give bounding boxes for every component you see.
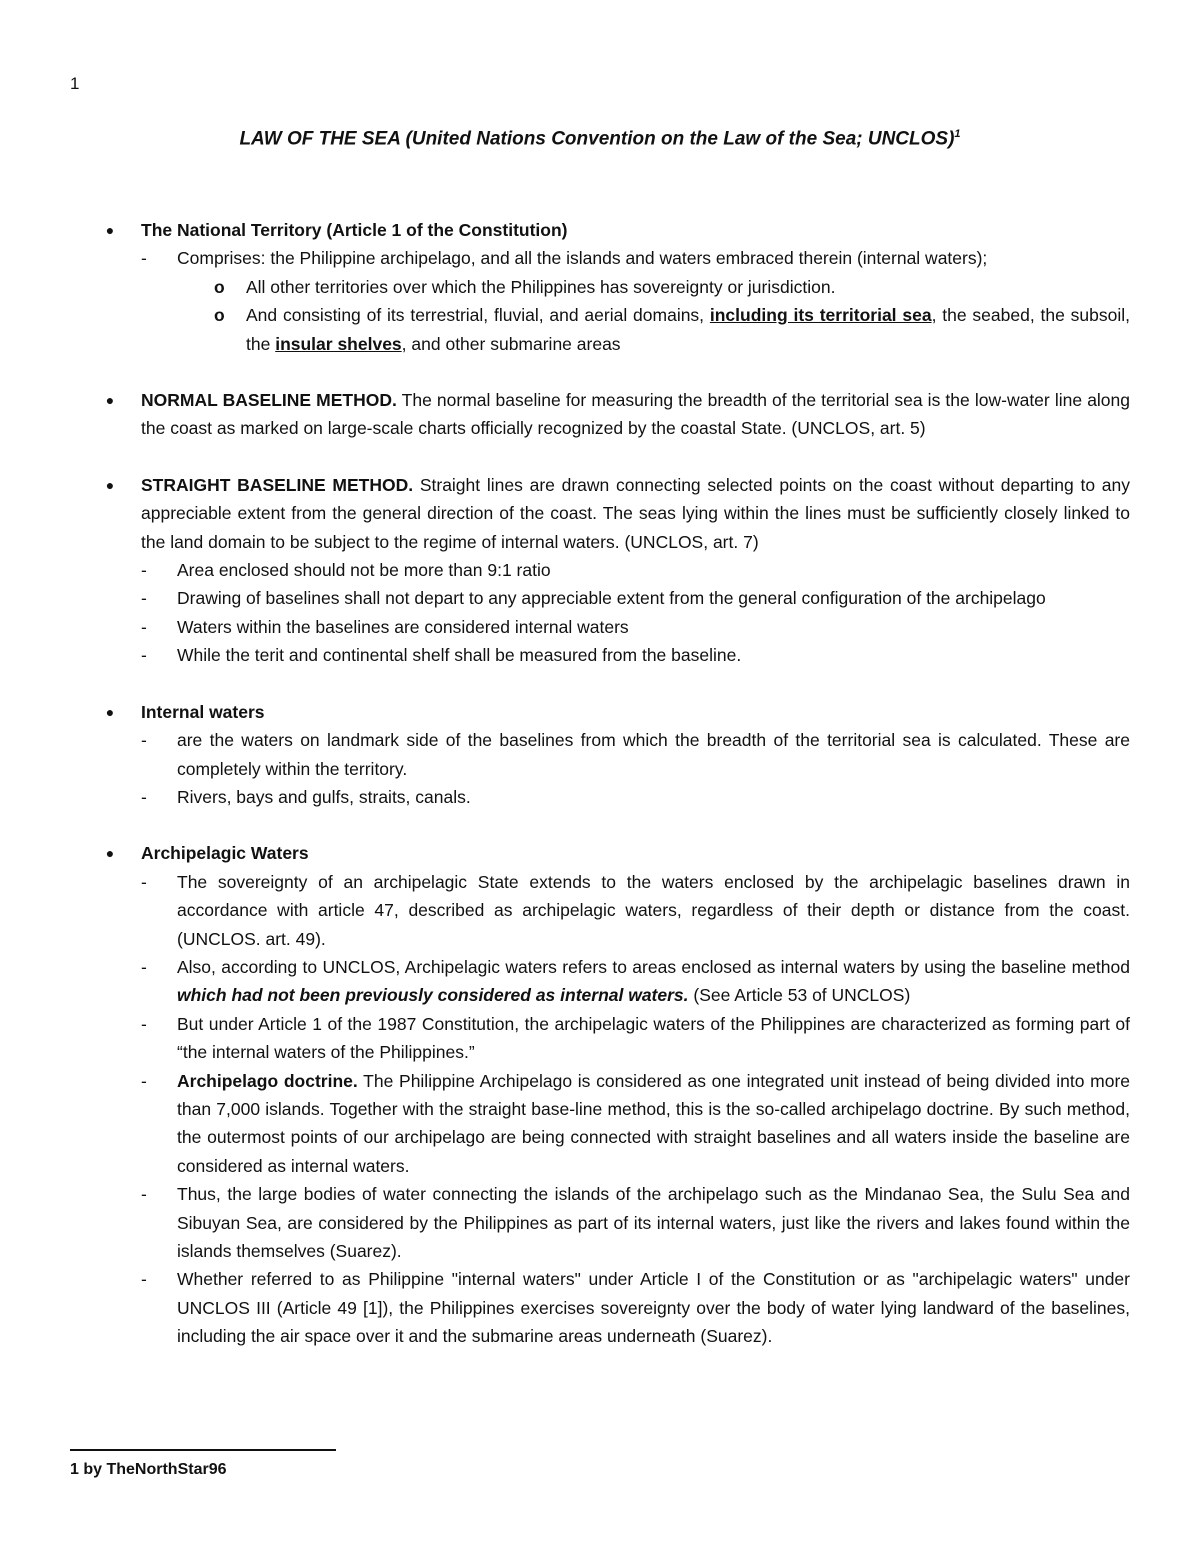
bullet-icon: ● <box>105 476 115 493</box>
dash-text: Rivers, bays and gulfs, straits, canals. <box>177 786 471 807</box>
dash-text: Whether referred to as Philippine "internal waters" under Article I of the Constitution or as "archipelagic waters" under UNCLOS III (Article 49 [1]), the Philippines exercises sovereignty over the body of water lying landward of the baselines, including the air space over it and the submarine areas underneath (Suarez). <box>177 1269 1130 1347</box>
dash-item <box>104 953 1130 1010</box>
dash-text: (See Article 53 of UNCLOS) <box>688 985 911 1006</box>
section-heading: Internal waters <box>141 701 265 722</box>
section-heading: The National Territory (Article 1 of the Constitution) <box>141 220 568 240</box>
underlined-term: insular shelves <box>275 333 402 354</box>
sub-bullet-text: All other territories over which the Philippines has sovereignty or jurisdiction. <box>246 276 836 297</box>
dash-item <box>104 868 1130 953</box>
document-body <box>104 216 1130 1379</box>
dash-text: Area enclosed should not be more than 9:1 ratio <box>177 560 551 581</box>
dash-text: While the terit and continental shelf shall be measured from the baseline. <box>177 645 742 666</box>
dash-item <box>104 584 1130 612</box>
dash-icon: - <box>141 1013 147 1034</box>
emphasis-text: which had not been previously considered as internal waters. <box>177 985 689 1006</box>
bullet-item <box>104 839 1130 867</box>
bullet-icon: ● <box>105 703 115 720</box>
dash-text: Also, according to UNCLOS, Archipelagic waters refers to areas enclosed as internal waters by using the baseline method <box>177 956 1130 977</box>
sub-bullet-text: , the seabed, the subsoil, the <box>246 305 1130 354</box>
bullet-item <box>104 216 1130 244</box>
sub-bullet-icon: o <box>214 305 225 326</box>
dash-item <box>104 244 1130 272</box>
dash-text: Thus, the large bodies of water connecting the islands of the archipelago such as the Mindanao Sea, the Sulu Sea and Sibuyan Sea, are considered by the Philippines as part of its internal waters, just like the rivers and lakes found within the islands themselves (Suarez). <box>177 1184 1130 1261</box>
dash-icon: - <box>141 730 147 751</box>
bullet-icon: ● <box>105 845 115 862</box>
sub-bullet-text: , and other submarine areas <box>401 333 621 354</box>
title-text: LAW OF THE SEA (United Nations Convention on the Law of the Sea; UNCLOS) <box>239 128 955 150</box>
dash-text: are the waters on landmark side of the baselines from which the breadth of the territorial sea is calculated. These are completely within the territory. <box>177 730 1130 779</box>
dash-item <box>104 1265 1130 1350</box>
dash-text: The Philippine Archipelago is considered as one integrated unit instead of being divided into more than 7,000 islands. Together with the straight base-line method, this is the so-called archipelago doctrine. By such method, the outermost points of our archipelago are being connected with straight baselines and all waters inside the baseline are considered as internal waters. <box>177 1070 1131 1176</box>
dash-item <box>104 1010 1130 1067</box>
dash-icon: - <box>141 588 147 609</box>
section-national-territory <box>104 216 1130 358</box>
dash-item <box>104 726 1130 783</box>
dash-item <box>104 641 1130 669</box>
footnote-separator <box>70 1449 336 1451</box>
title-footnote-ref[interactable]: 1 <box>954 128 961 140</box>
dash-icon: - <box>141 871 147 892</box>
section-internal-waters <box>104 698 1130 812</box>
page-number: 1 <box>70 74 80 93</box>
dash-icon: - <box>141 560 147 581</box>
dash-item <box>104 613 1130 641</box>
dash-icon: - <box>141 1184 147 1205</box>
bullet-icon: ● <box>105 392 115 409</box>
section-normal-baseline <box>104 386 1130 443</box>
sub-bullet-text: And consisting of its terrestrial, fluvial, and aerial domains, <box>246 305 710 326</box>
dash-icon: - <box>141 956 147 977</box>
section-text: Straight lines are drawn connecting selected points on the coast without departing to any appreciable extent from the general direction of the coast. The seas lying within the lines must be sufficiently closely linked to the land domain to be subject to the regime of internal waters. (UNCLOS, art. 7) <box>141 474 1131 552</box>
sub-bullet-icon: o <box>214 276 225 297</box>
section-text: The normal baseline for measuring the breadth of the territorial sea is the low-water line along the coast as marked on large-scale charts officially recognized by the coastal State. (UNCLOS, art. 5) <box>141 390 1131 439</box>
dash-item <box>104 556 1130 584</box>
dash-icon: - <box>141 786 147 807</box>
section-heading: NORMAL BASELINE METHOD. <box>141 390 397 411</box>
dash-text: The sovereignty of an archipelagic State extends to the waters enclosed by the archipelagic baselines drawn in accordance with article 47, described as archipelagic waters, regardless of their depth or distance from the coast. (UNCLOS. art. 49). <box>177 871 1130 949</box>
dash-icon: - <box>141 248 147 269</box>
bold-term: Archipelago doctrine. <box>177 1070 358 1091</box>
dash-item <box>104 783 1130 811</box>
section-archipelagic-waters <box>104 839 1130 1350</box>
bullet-item <box>104 471 1130 556</box>
bullet-item <box>104 698 1130 726</box>
dash-icon: - <box>141 645 147 666</box>
dash-item <box>104 1180 1130 1265</box>
bullet-item <box>104 386 1130 443</box>
underlined-term: including its territorial sea <box>709 305 932 326</box>
dash-icon: - <box>141 1070 147 1091</box>
dash-icon: - <box>141 1269 147 1290</box>
dash-icon: - <box>141 616 147 637</box>
section-straight-baseline <box>104 471 1130 670</box>
dash-item <box>104 1067 1130 1181</box>
dash-text: But under Article 1 of the 1987 Constitution, the archipelagic waters of the Philippines are characterized as forming part of “the internal waters of the Philippines.” <box>177 1013 1130 1063</box>
sub-bullet-item <box>104 301 1130 358</box>
section-heading: STRAIGHT BASELINE METHOD. <box>141 474 414 495</box>
page-title <box>0 128 1200 150</box>
sub-bullet-item <box>104 273 1130 301</box>
dash-text: Comprises: the Philippine archipelago, and all the islands and waters embraced therein (internal waters); <box>177 248 988 269</box>
bullet-icon: ● <box>105 222 115 238</box>
dash-text: Drawing of baselines shall not depart to any appreciable extent from the general configuration of the archipelago <box>177 588 1046 609</box>
footnote: 1 by TheNorthStar96 <box>70 1461 227 1478</box>
dash-text: Waters within the baselines are considered internal waters <box>177 616 629 637</box>
section-heading: Archipelagic Waters <box>141 843 309 864</box>
